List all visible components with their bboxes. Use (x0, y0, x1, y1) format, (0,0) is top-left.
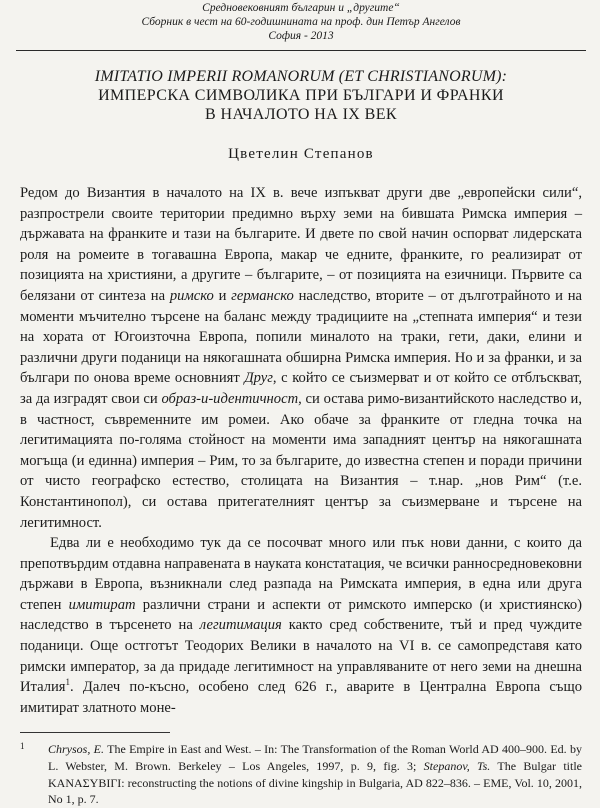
footnote-text-1: The Empire in East and West. – In: The Transformation of the Roman World AD 400–900. Ed. by L. Webster, M. Brown. Berkeley – Los Angeles, 1997, p. 9, fig. 3; (48, 742, 582, 774)
paragraph-2-text-d: . Далеч по-късно, особено след 626 г., аварите в Централна Европа също имитират златното моне- (20, 679, 582, 716)
paragraph-1-text-c: наследство, вторите – от дълготрайното и на моменти мъчително търсене на баланс между традициите на „степната империя“ и тези на хората от Югоизточна Европа, попили миналото на траки, гети, даки, елини и различни други поданици на някогашната обширна Римска империя. Но и за франки, и за българи по онова време основният (20, 287, 582, 387)
book-title-line: Средновековният българин и „другите“ (202, 2, 400, 14)
paragraph-2-emphasis-a: имитират (68, 596, 136, 613)
footnote-1 (20, 741, 582, 807)
footnote-reference[interactable]: 1 (65, 677, 71, 688)
paragraph-1-text-b: и (213, 287, 232, 304)
footnote-author-2: Stepanov, Ts. (423, 759, 491, 774)
paragraph-1-text-a: Редом до Византия в началото на IX в. вече изпъкват други две „европейски сили“, разпрострели своите територии предимно върху земи на бившата Римска империя – държавата на франките и тази на българите. И двете по свой начин оспорват лидерската роля на ромеите в тогавашна Европа, макар че едните, франките, го реализират от позицията на християни, а другите – българите, – от позицията на езичници. Първите са белязани от синтеза на (20, 185, 582, 304)
paragraph-1-emphasis-c: Друг (244, 370, 273, 387)
paragraph-1-emphasis-b: германско (231, 287, 294, 304)
header-rule (16, 50, 586, 51)
body-text (20, 183, 582, 718)
paragraph-2-emphasis-b: легитимация (199, 617, 282, 634)
paragraph-2 (20, 533, 582, 718)
title-line-3: В НАЧАЛОТО НА IX ВЕК (205, 106, 397, 123)
footnote-mark: 1 (20, 741, 25, 752)
title-latin-line: IMITATIO IMPERII ROMANORUM (ET CHRISTIANORUM): (94, 68, 508, 85)
book-subtitle-line: Сборник в чест на 60-годишнината на проф. дин Петър Ангелов (141, 16, 461, 28)
paragraph-1-emphasis-d: образ-и-идентичност (161, 390, 299, 407)
footnote-author-1: Chrysos, E. (48, 742, 104, 757)
footnote-rule (20, 732, 170, 733)
running-header (14, 0, 588, 43)
paragraph-1-text-d: , с който се съизмерват и от който се отблъскват, за да изградят свои си (20, 370, 582, 407)
title-line-2: ИМПЕРСКА СИМВОЛИКА ПРИ БЪЛГАРИ И ФРАНКИ (98, 87, 504, 104)
paragraph-2-text-a: Едва ли е необходимо тук да се посочват много или пък нови данни, с които да препотвърдим отдавна направената в науката констатация, че всички ранносредновековни държави в Европа, възникнали след разпада на Римската империя, в една или друга степен (20, 535, 582, 613)
footnotes (20, 741, 582, 807)
paragraph-1 (20, 183, 582, 533)
paragraph-1-emphasis-a: римско (169, 287, 214, 304)
paragraph-2-text-c: както сред собствените, тъй и пред чуждите поданици. Още остготът Теодорих Велики в началото на VI в. се самопредставя като римски император, за да придаде легитимност на управляваните от него земи на днешна Италия (20, 617, 582, 696)
paragraph-1-text-e: , си остава римо-византийското наследство и, в частност, съвременните им ромеи. Ако обаче за франките от гледна точка на легитимацията по-голяма стойност на моменти има западният център на някогашната могъща (и единна) империя – Рим, то за българите, до известна степен и поради причини от чисто географско естество, столицата на Византия – т.нар. „нов Рим“ (т.е. Константинопол), си остава притегателният център за съизмерване и търсене на легитимност. (20, 390, 582, 531)
article-author: Цветелин Степанов (228, 146, 374, 162)
publication-place-year: София - 2013 (268, 30, 334, 42)
article-title (14, 67, 588, 124)
paragraph-2-text-b: различни страни и аспекти от римското имперско (и християнско) наследство в търсенето на (20, 596, 582, 634)
footnote-text-2: The Bulgar title ΚΑΝΑΣΥΒΙΓΙ: reconstructing the notions of divine kingship in Bulgaria, AD 822–836. – EME, Vol. 10, 2001, No 1, p. 7. (48, 759, 583, 807)
